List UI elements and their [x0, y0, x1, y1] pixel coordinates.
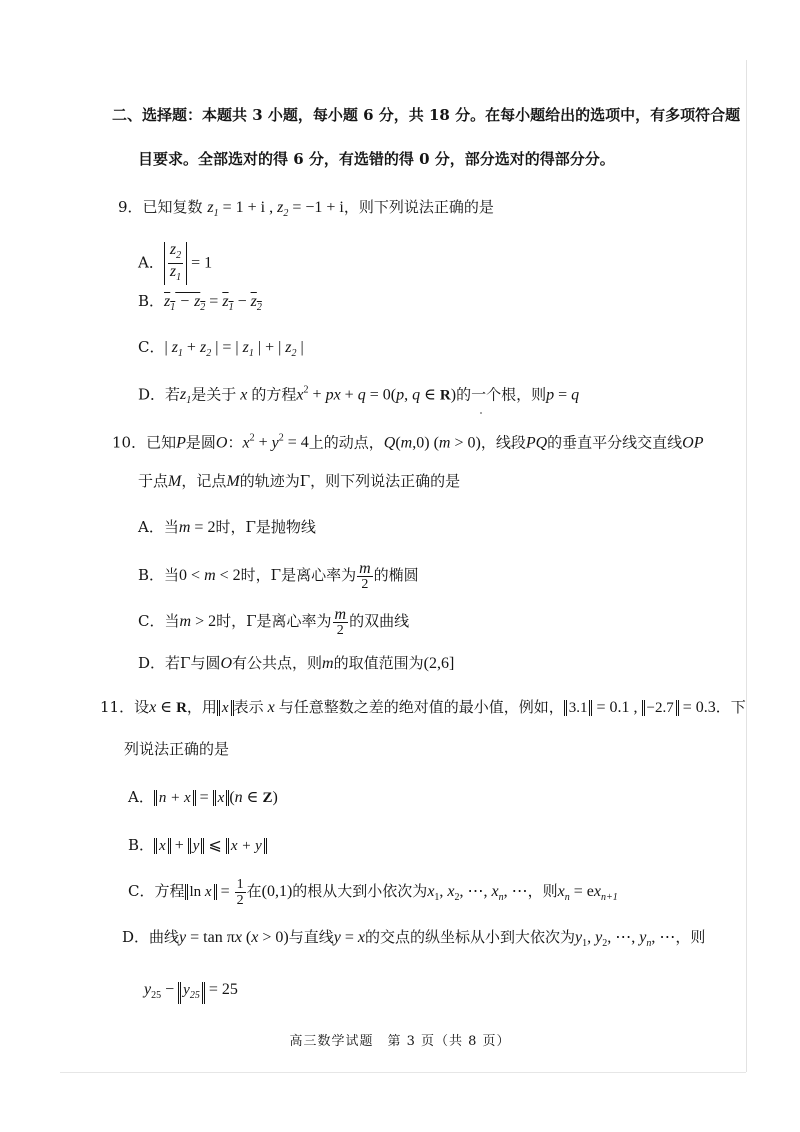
section-title-line2: 目要求。全部选对的得 6 分，有选错的得 0 分，部分选对的得部分分。 [138, 150, 615, 168]
question-number: 10． [112, 433, 147, 452]
q11-option-b: B． x + y ⩽ x + y [128, 834, 267, 857]
q11-stem-line1: 11．设x ∈ R，用 x 表示 x 与任意整数之差的绝对值的最小值，例如， 3.1 = 0.1 , −2.7 = 0.3．下 [100, 698, 746, 716]
q11-stem-line2: 列说法正确的是 [124, 740, 230, 758]
q11-option-d: D．曲线y = tan πx (x > 0)与直线y = x的交点的纵坐标从小到大依次为$y_1$, $y_2$, ⋯, $y_n$, ⋯，则 [122, 928, 706, 950]
q11-option-c: C．方程 ln x = $\frac{1}{2}$ 在(0,1)的根从大到小依次为$x_1$, $x_2$, ⋯, $x_n$, ⋯，则$x_n = ex_{n+1}$ [128, 876, 618, 908]
q11-option-d-cont: $y_{25} - y_{25} = 25$ [144, 978, 238, 1007]
q9-option-b: B．$z_1 - z_2 = z_1 - z_2$ [138, 292, 262, 314]
question-number: 11． [100, 698, 135, 716]
scan-speck [480, 412, 482, 414]
page-edge [746, 60, 747, 1072]
page-edge [60, 1072, 746, 1073]
q9-option-a: A． $\frac{z_2}{z_1}$ = 1 [138, 241, 213, 284]
q9-stem: 9．已知复数 $z_1 = 1 + i$ , $z_2 = -1 + i$，则下列说法正确的是 [118, 198, 494, 220]
q10-option-b: B．当0 < m < 2时，Γ是离心率为 $\frac{m}{2}$ 的椭圆 [138, 559, 419, 592]
q10-option-d: D．若Γ与圆O有公共点，则m的取值范围为(2,6] [138, 654, 455, 672]
q11-option-a: A． n + x = x (n ∈ Z) [128, 788, 278, 806]
question-number: 9． [118, 198, 143, 216]
q10-stem-line2: 于点M，记点M的轨迹为Γ，则下列说法正确的是 [138, 472, 461, 490]
q10-stem-line1: 10．已知P是圆O：$x^2 + y^2 = 4$上的动点，Q(m,0) (m > 0)，线段PQ的垂直平分线交直线OP [112, 433, 704, 452]
q9-option-d: D．若$z_1$是关于 x 的方程$x^2$ + px + q = 0(p, q ∈ R)的一个根，则p = q [138, 385, 580, 407]
q10-option-c: C．当m > 2时，Γ是离心率为 $\frac{m}{2}$ 的双曲线 [138, 605, 410, 638]
q9-option-c: C．| $z_1 + z_2$ | = | $z_1$ | + | $z_2$ | [138, 338, 304, 360]
page-footer: 高三数学试题 第 3 页（共 8 页） [289, 1034, 511, 1049]
section-title-line1: 二、选择题：本题共 3 小题，每小题 6 分，共 18 分。在每小题给出的选项中，有多项符合题 [112, 106, 741, 124]
q10-option-a: A．当m = 2时，Γ是抛物线 [138, 518, 316, 536]
